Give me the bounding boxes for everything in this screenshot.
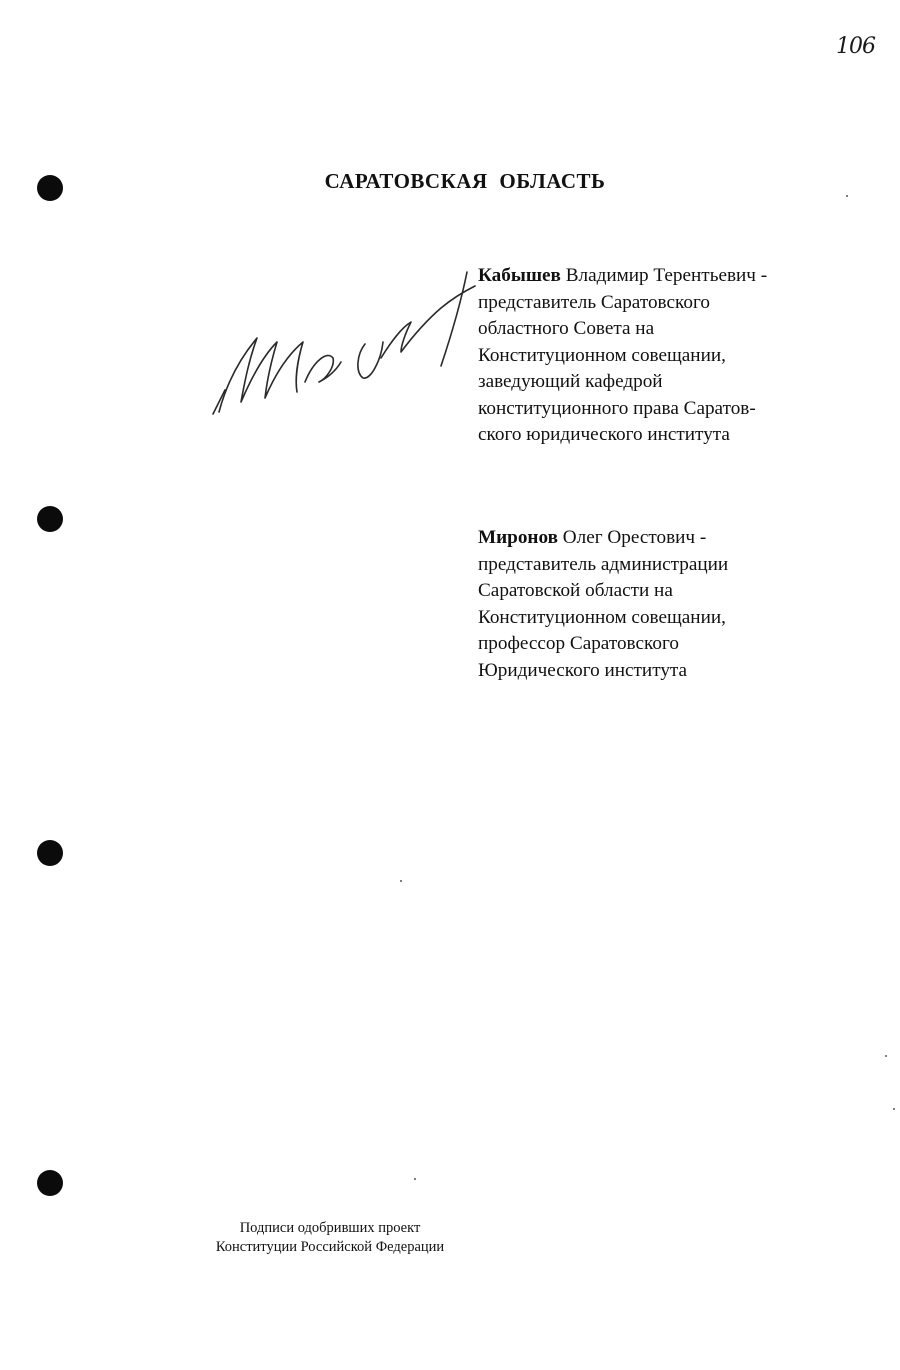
footer-caption-line: Конституции Российской Федерации xyxy=(215,1239,445,1255)
signatory-title-line: представитель администрации xyxy=(478,553,729,575)
scan-speck xyxy=(893,1108,895,1110)
signatory-title-line: Юридического института xyxy=(478,659,688,681)
footer-caption xyxy=(180,1219,480,1257)
signatory-title-line: Саратовской области на xyxy=(478,580,673,601)
signatory-title-line: Конституционном совещании, xyxy=(478,344,726,366)
signatory-block xyxy=(478,525,818,684)
punch-hole xyxy=(37,840,63,866)
scan-speck xyxy=(846,195,848,197)
signatory-surname: Кабышев xyxy=(478,265,561,286)
punch-hole xyxy=(37,1170,63,1196)
signatory-title-line: областного Совета на xyxy=(478,318,655,339)
scan-speck xyxy=(400,880,402,882)
signatory-given-names: Владимир Терентьевич - xyxy=(560,265,768,286)
signatory-block xyxy=(478,263,818,449)
handwritten-signature xyxy=(205,262,495,427)
signatory-title-line: представитель Саратовского xyxy=(478,291,710,313)
region-title: САРАТОВСКАЯ ОБЛАСТЬ xyxy=(324,169,606,193)
scan-speck xyxy=(414,1178,416,1180)
signatory-title-line: заведующий кафедрой xyxy=(478,371,663,392)
signatory-given-names: Олег Орестович - xyxy=(557,527,707,548)
signatory-name-line xyxy=(478,525,818,552)
footer-caption-line: Подписи одобривших проект xyxy=(239,1220,421,1236)
signatory-surname: Миронов xyxy=(478,527,558,548)
scan-speck xyxy=(885,1055,887,1057)
page-number: 106 xyxy=(836,34,875,59)
signatory-name-line xyxy=(478,263,818,290)
signatory-title-line: Конституционном совещании, xyxy=(478,606,726,628)
punch-hole xyxy=(37,506,63,532)
signatory-title-line: ского юридического института xyxy=(478,424,730,445)
signatory-title-line: конституционного права Саратов- xyxy=(478,397,756,419)
signatory-title-line: профессор Саратовского xyxy=(478,633,679,654)
